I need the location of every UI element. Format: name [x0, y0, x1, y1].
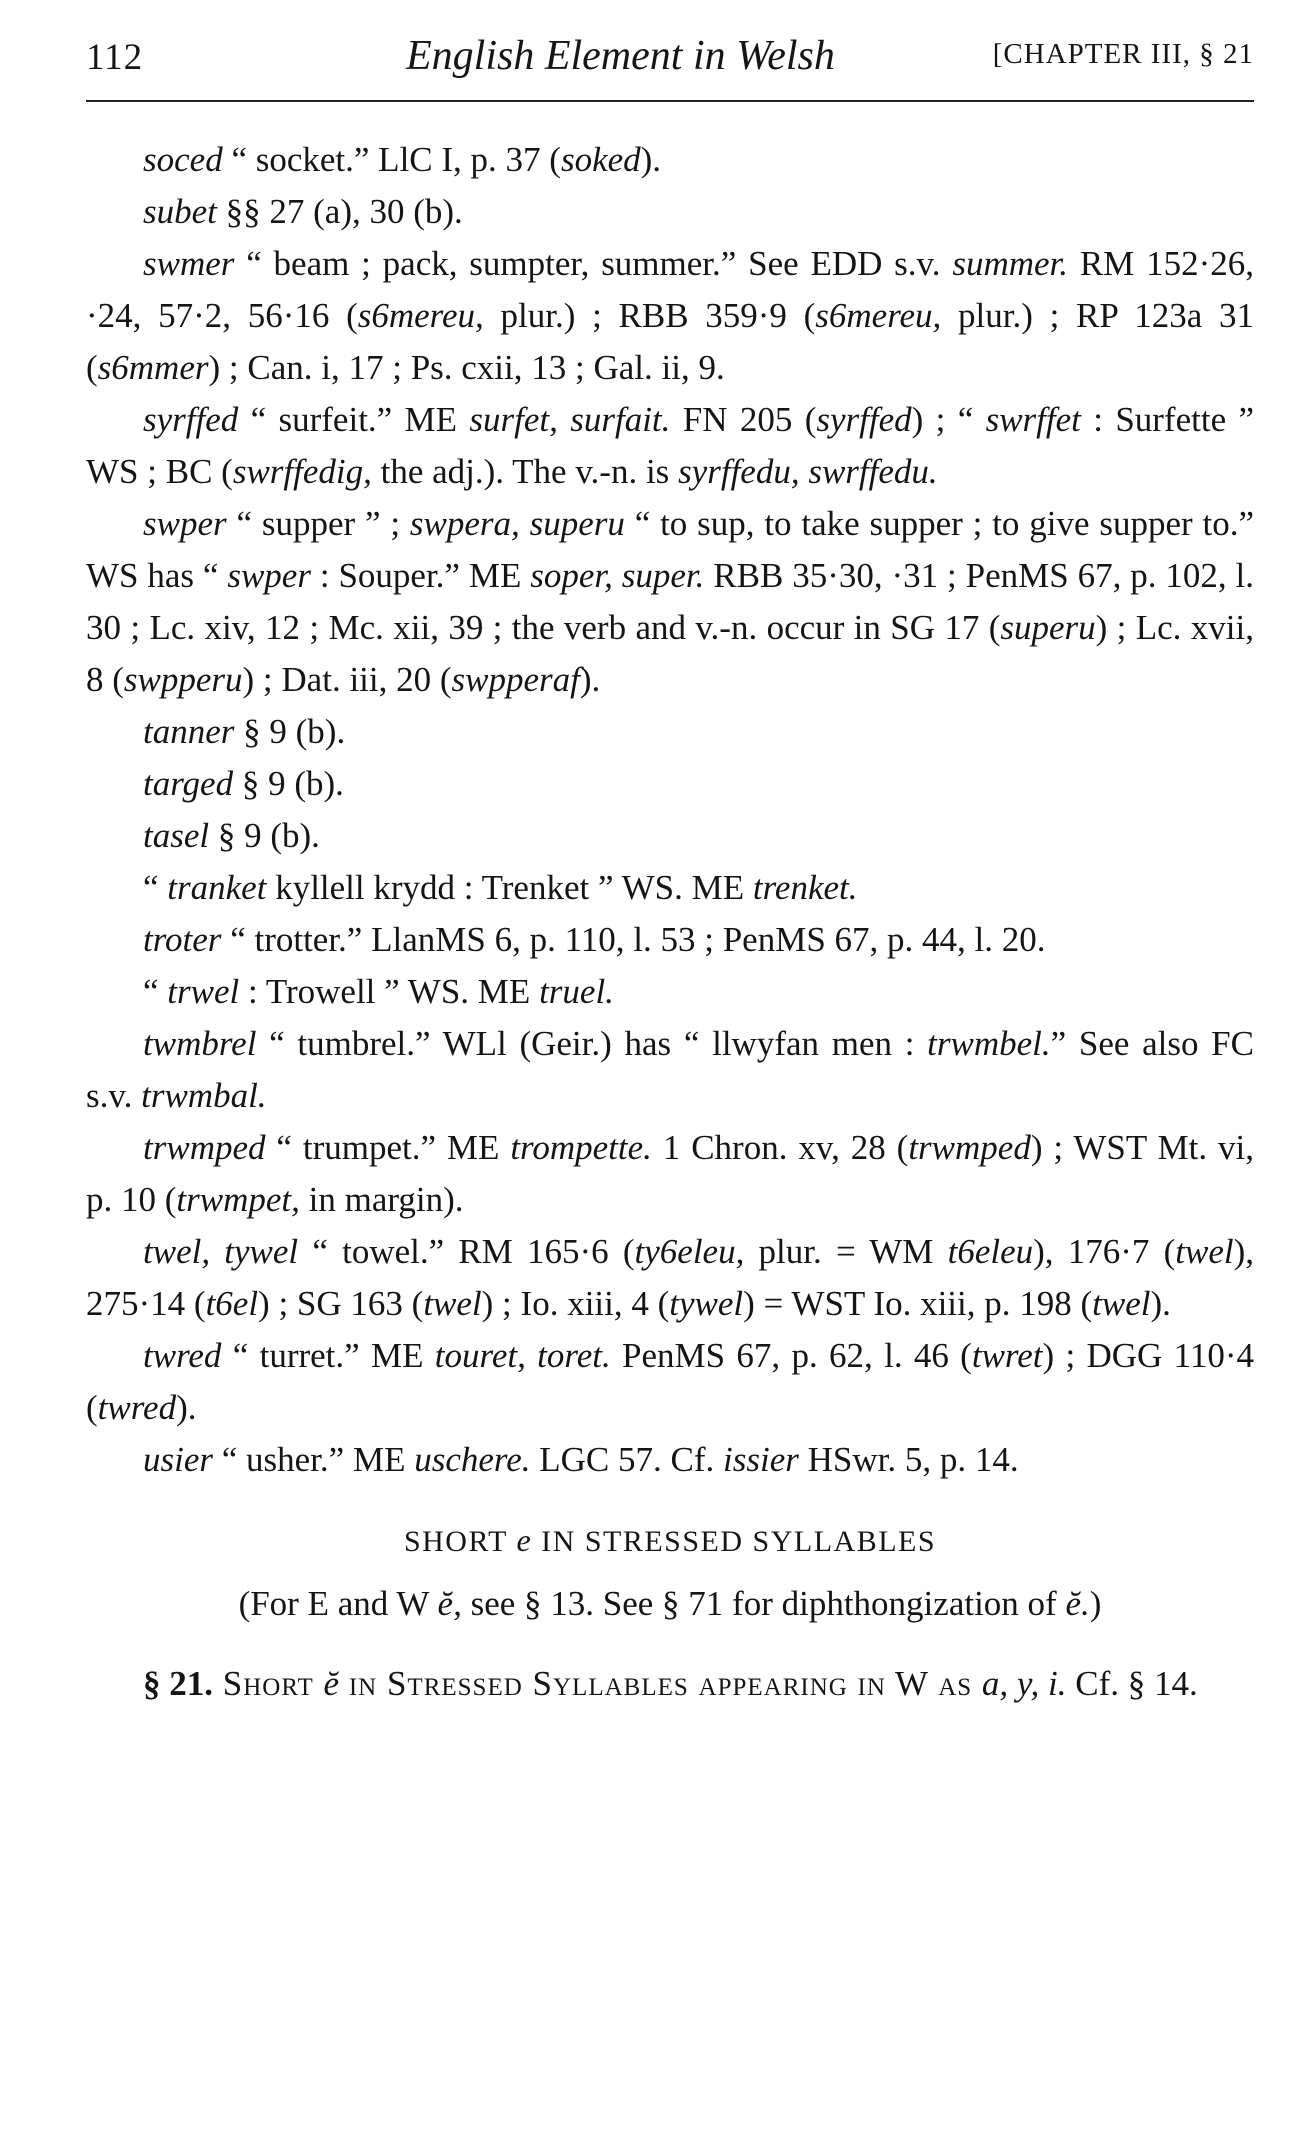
- italic-term: t6eleu: [947, 1232, 1034, 1271]
- text-run: : Trowell ” WS. ME: [239, 972, 540, 1011]
- text-run: see § 13. See § 71 for diphthongization of: [461, 1584, 1066, 1623]
- section-number: § 21.: [143, 1664, 213, 1703]
- italic-term: trenket.: [752, 868, 858, 907]
- text-run: RM 152·26, ·24, 57·2, 56·16 (: [86, 244, 1255, 335]
- italic-term: trompette.: [510, 1128, 652, 1167]
- italic-term: syrffedu, swrffedu.: [678, 452, 938, 491]
- text-run: ), 176·7 (: [1033, 1232, 1176, 1271]
- text-run: ) ; SG 163 (: [258, 1284, 424, 1323]
- text-run: : Souper.” ME: [310, 556, 531, 595]
- text-run: Cf. § 14.: [1066, 1664, 1198, 1703]
- italic-term: trwmpet,: [176, 1180, 300, 1219]
- italic-term: trwmped: [143, 1128, 266, 1167]
- italic-term: superu: [1000, 608, 1096, 647]
- italic-term: tywel: [669, 1284, 744, 1323]
- italic-term: twel: [1092, 1284, 1151, 1323]
- text-run: ) ; Can. i, 17 ; Ps. cxii, 13 ; Gal. ii, 9.: [208, 348, 725, 387]
- text-run: “ turret.” ME: [221, 1336, 435, 1375]
- text-run: § 9 (b).: [209, 816, 320, 855]
- italic-term: syrffed: [816, 400, 912, 439]
- glossary-entry: [86, 1018, 1254, 1122]
- text-run: ” See also FC s.v.: [86, 1024, 1254, 1115]
- italic-term: swpperu: [123, 660, 243, 699]
- text-run: ) ; Lc. xvii, 8 (: [86, 608, 1254, 699]
- glossary-entry: [86, 1330, 1254, 1434]
- italic-term: targed: [143, 764, 234, 803]
- italic-term: twel: [423, 1284, 482, 1323]
- page-number: 112: [86, 37, 144, 78]
- italic-term: swmer: [143, 244, 235, 283]
- text-run: ) ; WST Mt. vi, p. 10 (: [86, 1128, 1254, 1219]
- text-run: plur.) ; RP 123a 31 (: [86, 296, 1254, 387]
- text-run: ) ; DGG 110·4 (: [86, 1336, 1254, 1427]
- glossary-entry: [86, 394, 1254, 498]
- italic-term: truel.: [539, 972, 614, 1011]
- italic-term: twmbrel: [143, 1024, 257, 1063]
- italic-term: summer.: [952, 244, 1069, 283]
- text-run: ) ; “: [911, 400, 986, 439]
- text-run: ) ; Io. xiii, 4 (: [481, 1284, 670, 1323]
- section-heading-vowel: e: [516, 1522, 533, 1558]
- italic-term: trwel: [167, 972, 240, 1011]
- text-run: “ tumbrel.” WLl (Geir.) has “ llwyfan men :: [256, 1024, 928, 1063]
- chapter-reference: [CHAPTER III, § 21: [992, 38, 1254, 70]
- text-run: “ socket.” LlC I, p. 37 (: [222, 140, 561, 179]
- glossary-entry: [86, 706, 1254, 758]
- italic-term: ĕ,: [437, 1584, 462, 1623]
- italic-term: ty6eleu,: [634, 1232, 745, 1271]
- section-title-b: in Stressed Syllables appearing in W as: [339, 1664, 982, 1703]
- italic-term: swrffet: [985, 400, 1081, 439]
- italic-term: trwmbal.: [141, 1076, 267, 1115]
- text-run: RBB 35·30, ·31 ; PenMS 67, p. 102, l. 30 ; Lc. xiv, 12 ; Mc. xii, 39 ; the verb and v.-n. occur in SG 17 (: [86, 556, 1254, 647]
- glossary-entry: [86, 1226, 1254, 1330]
- text-run: PenMS 67, p. 62, l. 46 (: [610, 1336, 972, 1375]
- text-run: “ to sup, to take supper ; to give supper to.” WS has “: [86, 504, 1254, 595]
- italic-term: soper, super.: [530, 556, 705, 595]
- italic-term: twel: [1175, 1232, 1234, 1271]
- italic-term: swpera, superu: [409, 504, 625, 543]
- section-heading: [86, 1514, 1254, 1568]
- glossary-entry: [86, 810, 1254, 862]
- italic-term: twel, tywel: [143, 1232, 299, 1271]
- text-run: in margin).: [299, 1180, 464, 1219]
- italic-term: swrffedig,: [232, 452, 372, 491]
- text-run: ).: [640, 140, 662, 179]
- body-text: [86, 134, 1254, 1710]
- text-run: (For E and W: [238, 1584, 438, 1623]
- text-run: § 9 (b).: [233, 764, 344, 803]
- glossary-entry: [86, 966, 1254, 1018]
- italic-term: twred: [143, 1336, 222, 1375]
- italic-term: swper: [227, 556, 311, 595]
- text-run: ) ; Dat. iii, 20 (: [242, 660, 452, 699]
- italic-term: t6el: [205, 1284, 259, 1323]
- glossary-entry: [86, 134, 1254, 186]
- text-run: “ surfeit.” ME: [238, 400, 470, 439]
- section-title-tail: [982, 1664, 1198, 1703]
- italic-term: soced: [143, 140, 223, 179]
- text-run: 1 Chron. xv, 28 (: [651, 1128, 909, 1167]
- italic-term: swpperaf: [451, 660, 580, 699]
- text-run: “ trumpet.” ME: [265, 1128, 511, 1167]
- italic-term: twret: [971, 1336, 1043, 1375]
- text-run: “: [143, 868, 168, 907]
- text-run: “: [143, 972, 168, 1011]
- section-heading-post: IN STRESSED SYLLABLES: [532, 1525, 937, 1558]
- glossary-entries: [86, 134, 1254, 1486]
- glossary-entry: [86, 758, 1254, 810]
- running-title: English Element in Welsh: [406, 33, 835, 79]
- section-heading-pre: SHORT: [403, 1525, 517, 1558]
- italic-term: a, y, i.: [981, 1664, 1067, 1703]
- text-run: ), 275·14 (: [86, 1232, 1255, 1323]
- glossary-entry: [86, 498, 1254, 706]
- italic-term: touret, toret.: [434, 1336, 611, 1375]
- text-run: HSwr. 5, p. 14.: [798, 1440, 1019, 1479]
- italic-term: trwmped: [908, 1128, 1031, 1167]
- glossary-entry: [86, 862, 1254, 914]
- section-21: [86, 1658, 1254, 1710]
- italic-term: ĕ.: [1065, 1584, 1090, 1623]
- text-run: FN 205 (: [670, 400, 817, 439]
- text-run: ).: [1150, 1284, 1171, 1323]
- italic-term: surfet, surfait.: [469, 400, 671, 439]
- italic-term: soked: [560, 140, 641, 179]
- italic-term: tasel: [143, 816, 210, 855]
- italic-term: swper: [143, 504, 227, 543]
- text-run: “ towel.” RM 165·6 (: [298, 1232, 635, 1271]
- text-run: ) = WST Io. xiii, p. 198 (: [743, 1284, 1093, 1323]
- glossary-entry: [86, 1122, 1254, 1226]
- italic-term: twred: [97, 1388, 177, 1427]
- text-run: plur.) ; RBB 359·9 (: [483, 296, 816, 335]
- section-note: [86, 1578, 1254, 1630]
- text-run: § 9 (b).: [234, 712, 346, 751]
- italic-term: subet: [143, 192, 217, 231]
- text-run: §§ 27 (a), 30 (b).: [216, 192, 463, 231]
- glossary-entry: [86, 186, 1254, 238]
- text-run: LGC 57. Cf.: [530, 1440, 723, 1479]
- italic-term: usier: [143, 1440, 213, 1479]
- glossary-entry: [86, 1434, 1254, 1486]
- italic-term: s6mereu,: [815, 296, 942, 335]
- glossary-entry: [86, 238, 1254, 394]
- italic-term: tanner: [143, 712, 235, 751]
- italic-term: s6mereu,: [357, 296, 484, 335]
- italic-term: uschere.: [414, 1440, 531, 1479]
- text-run: : Surfette ” WS ; BC (: [86, 400, 1254, 491]
- italic-term: trwmbel.: [927, 1024, 1051, 1063]
- italic-term: s6mmer: [97, 348, 209, 387]
- text-run: “ supper ” ;: [226, 504, 410, 543]
- italic-term: troter: [143, 920, 222, 959]
- text-run: “ usher.” ME: [213, 1440, 415, 1479]
- section-title-a: Short: [213, 1664, 324, 1703]
- running-header: [86, 30, 1254, 102]
- text-run: the adj.). The v.-n. is: [371, 452, 679, 491]
- text-run: plur. = WM: [744, 1232, 948, 1271]
- glossary-entry: [86, 914, 1254, 966]
- italic-term: tranket: [167, 868, 267, 907]
- text-run: kyllell krydd : Trenket ” WS. ME: [266, 868, 753, 907]
- section-title-vowel: ĕ: [323, 1664, 340, 1703]
- italic-term: issier: [723, 1440, 799, 1479]
- text-run: ): [1089, 1584, 1102, 1623]
- italic-term: syrffed: [143, 400, 239, 439]
- text-run: ).: [579, 660, 601, 699]
- text-run: “ beam ; pack, sumpter, summer.” See EDD s.v.: [234, 244, 953, 283]
- text-run: “ trotter.” LlanMS 6, p. 110, l. 53 ; PenMS 67, p. 44, l. 20.: [221, 920, 1046, 959]
- text-run: ).: [176, 1388, 197, 1427]
